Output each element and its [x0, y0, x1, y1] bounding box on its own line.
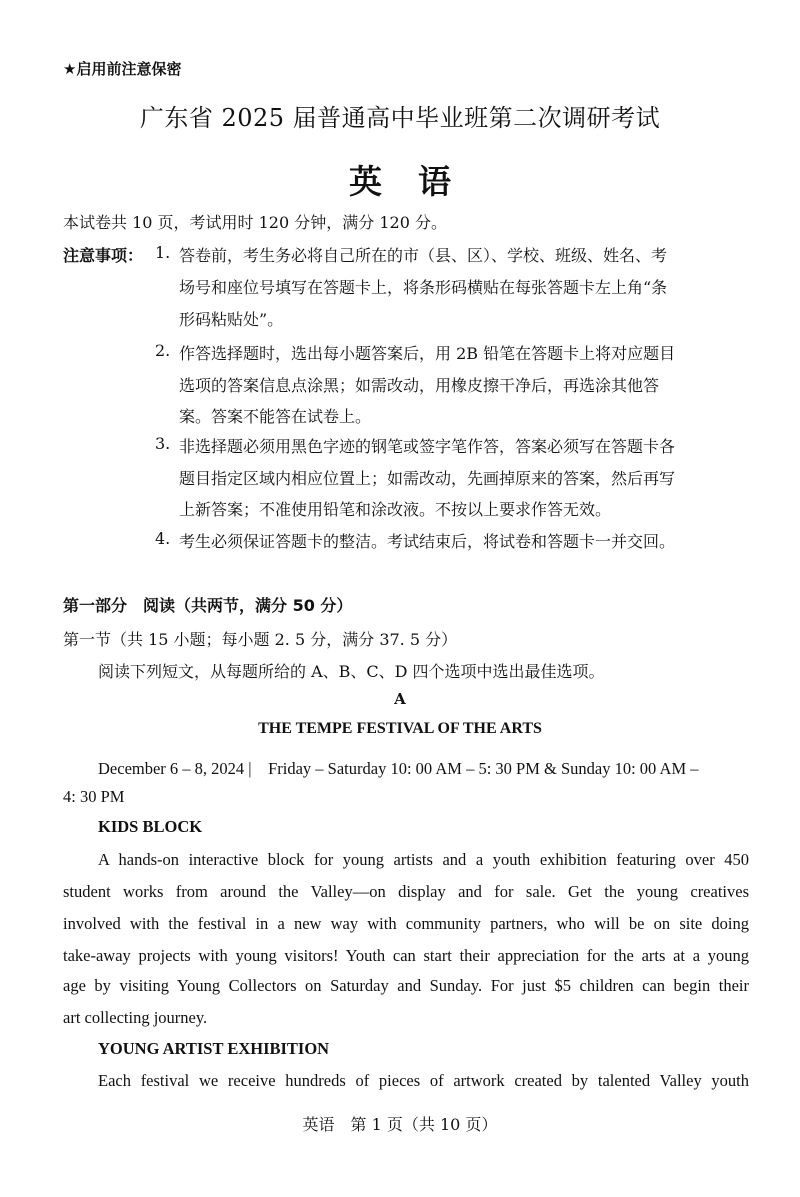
directions: 阅读下列短文，从每题所给的 A、B、C、D 四个选项中选出最佳选项。 [98, 662, 605, 681]
festival-dates: December 6 – 8, 2024 | Friday – Saturday 10: 00 AM – 5: 30 PM & Sunday 10: 00 AM – [98, 759, 699, 778]
notice-item-number: 3. [155, 434, 171, 453]
kids-block-line: involved with the festival in a new way with community partners, who will be on site doing [63, 914, 749, 933]
notice-item-line: 非选择题必须用黑色字迹的钢笔或签字笔作答，答案必须写在答题卡各 [179, 437, 676, 456]
notice-item-line: 答卷前，考生务必将自己所在的市（县、区）、学校、班级、姓名、考 [179, 246, 668, 265]
notice-item-line: 形码粘贴处”。 [179, 310, 284, 329]
part-title: 第一部分 阅读（共两节，满分 50 分） [63, 596, 353, 615]
young-artist-heading: YOUNG ARTIST EXHIBITION [98, 1039, 330, 1058]
young-artist-line: Each festival we receive hundreds of pieces of artwork created by talented Valley youth [98, 1071, 749, 1090]
notice-item-number: 4. [155, 529, 171, 548]
confidential-notice: ★启用前注意保密 [63, 60, 182, 78]
kids-block-heading: KIDS BLOCK [98, 817, 203, 836]
page-footer: 英语 第 1 页（共 10 页） [302, 1115, 498, 1134]
exam-info: 本试卷共 10 页，考试用时 120 分钟，满分 120 分。 [63, 213, 447, 232]
notice-label: 注意事项： [63, 246, 144, 265]
notice-item-line: 案。答案不能答在试卷上。 [179, 407, 372, 426]
section-title: 第一节（共 15 小题；每小题 2. 5 分，满分 37. 5 分） [63, 630, 458, 649]
kids-block-line: A hands-on interactive block for young artists and a youth exhibition featuring over 450 [98, 850, 749, 869]
kids-block-line: student works from around the Valley—on display and for sale. Get the young creatives [63, 882, 749, 901]
notice-item-line: 场号和座位号填写在答题卡上，将条形码横贴在每张答题卡左上角“条 [179, 278, 668, 297]
passage-label: A [394, 690, 406, 708]
notice-item-line: 选项的答案信息点涂黑；如需改动，用橡皮擦干净后，再选涂其他答 [179, 376, 660, 395]
subject-title: 英语 [349, 162, 487, 201]
notice-item-number: 2. [155, 341, 171, 360]
passage-title: THE TEMPE FESTIVAL OF THE ARTS [258, 720, 542, 737]
notice-item-number: 1. [155, 243, 171, 262]
kids-block-line: age by visiting Young Collectors on Saturday and Sunday. For just $5 children can begin their [63, 976, 749, 995]
notice-item-line: 上新答案；不准使用铅笔和涂改液。不按以上要求作答无效。 [179, 500, 612, 519]
festival-dates-cont: 4: 30 PM [63, 787, 125, 806]
exam-title: 广东省 2025 届普通高中毕业班第二次调研考试 [139, 104, 661, 132]
notice-item-line: 题目指定区域内相应位置上；如需改动，先画掉原来的答案，然后再写 [179, 469, 676, 488]
notice-item-line: 作答选择题时，选出每小题答案后，用 2B 铅笔在答题卡上将对应题目 [179, 344, 676, 363]
notice-item-line: 考生必须保证答题卡的整洁。考试结束后，将试卷和答题卡一并交回。 [179, 532, 676, 551]
kids-block-line: art collecting journey. [63, 1008, 208, 1027]
kids-block-line: take-away projects with young visitors! Youth can start their appreciation for the arts at a young [63, 946, 749, 965]
